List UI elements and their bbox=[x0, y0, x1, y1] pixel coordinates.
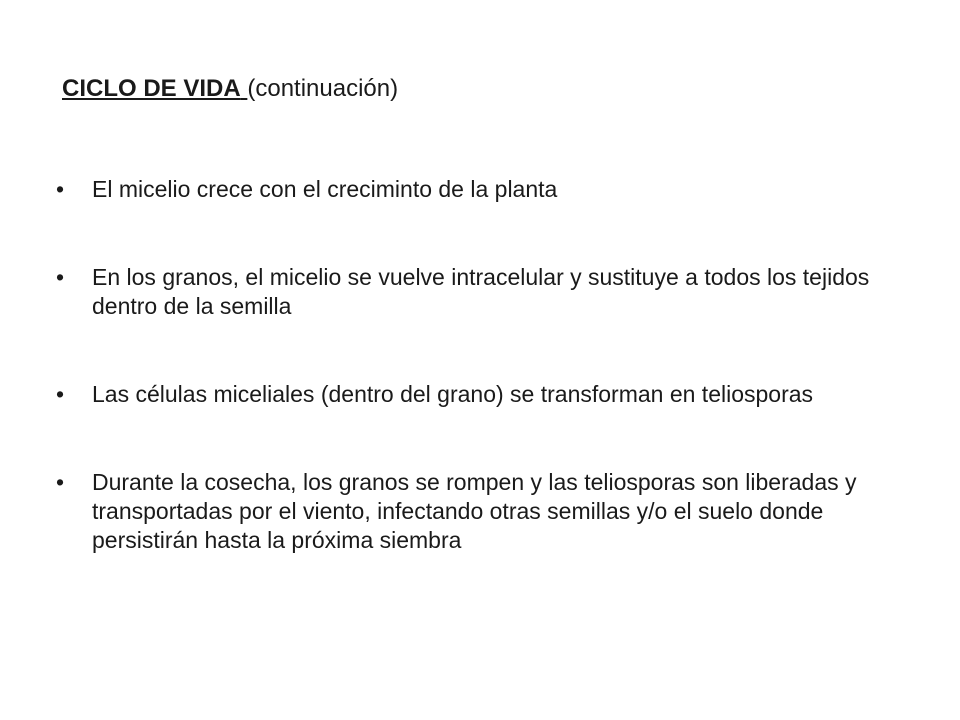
slide-title bbox=[62, 74, 398, 104]
title-main: CICLO DE VIDA bbox=[62, 75, 241, 102]
bullet-text: Durante la cosecha, los granos se rompen y las teliosporas son liberadas y transportadas por el viento, infectando otras semillas y/o el suelo donde persistirán hasta la próxima siembra bbox=[92, 469, 857, 553]
list-item bbox=[56, 175, 916, 204]
list-item bbox=[56, 263, 916, 321]
title-subtitle: (continuación) bbox=[247, 75, 399, 102]
bullet-marker: • bbox=[56, 176, 65, 202]
bullet-text: El micelio crece con el creciminto de la planta bbox=[92, 176, 558, 202]
bullet-marker: • bbox=[56, 381, 65, 407]
list-item bbox=[56, 380, 916, 409]
bullet-list bbox=[56, 175, 916, 614]
bullet-text: Las células miceliales (dentro del grano) se transforman en teliosporas bbox=[92, 381, 814, 407]
bullet-text: En los granos, el micelio se vuelve intracelular y sustituye a todos los tejidos dentro de la semilla bbox=[92, 264, 870, 319]
list-item bbox=[56, 468, 916, 555]
bullet-marker: • bbox=[56, 264, 65, 290]
bullet-marker: • bbox=[56, 469, 65, 495]
